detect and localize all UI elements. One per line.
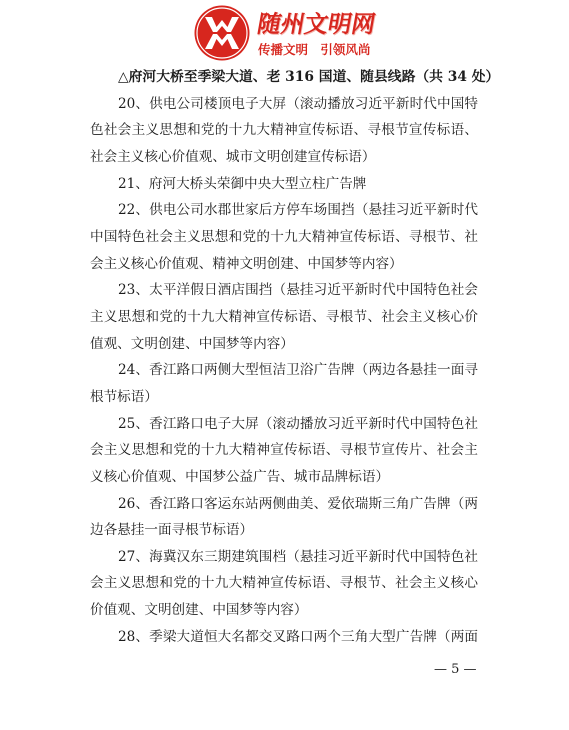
site-slogan: 传播文明 引领风尚 <box>258 42 371 57</box>
text-line: 22、供电公司水郡世家后方停车场围挡（悬挂习近平新时代 <box>118 202 478 219</box>
text-line: 会主义思想和党的十九大精神宣传标语、寻根节宣传片、社会主 <box>90 442 478 459</box>
text-line: 25、香江路口电子大屏（滚动播放习近平新时代中国特色社 <box>118 415 478 432</box>
text-line: 社会主义核心价值观、城市文明创建宣传标语） <box>90 148 376 165</box>
text-line: 21、府河大桥头荣御中央大型立柱广告牌 <box>118 175 367 192</box>
list-item-26 <box>90 491 478 544</box>
text-line: 主义思想和党的十九大精神宣传标语、寻根节、社会主义核心价 <box>90 308 478 325</box>
section-heading: △府河大桥至季梁大道、老 316 国道、随县线路（共 34 处） <box>118 69 500 85</box>
list-item-21 <box>90 171 478 198</box>
text-line: 23、太平洋假日酒店围挡（悬挂习近平新时代中国特色社会 <box>118 282 478 299</box>
text-line: 会主义核心价值观、精神文明创建、中国梦等内容） <box>90 255 403 272</box>
site-name: 随州文明网 <box>255 10 378 38</box>
text-line: 值观、文明创建、中国梦等内容） <box>90 335 294 352</box>
text-line: 边各悬挂一面寻根节标语） <box>90 522 254 539</box>
page-number: — 5 — <box>434 662 477 677</box>
text-line: 27、海冀汉东三期建筑围档（悬挂习近平新时代中国特色社 <box>118 548 478 565</box>
text-line: 20、供电公司楼顶电子大屏（滚动播放习近平新时代中国特 <box>118 95 478 112</box>
list-item-22 <box>90 197 478 277</box>
text-line: 会主义思想和党的十九大精神宣传标语、寻根节、社会主义核心 <box>90 575 478 592</box>
list-item-23 <box>90 277 478 357</box>
text-line: 价值观、文明创建、中国梦等内容） <box>90 602 308 619</box>
text-line: 中国特色社会主义思想和党的十九大精神宣传标语、寻根节、社 <box>90 228 478 245</box>
list-item-25 <box>90 411 478 491</box>
text-line: 28、季梁大道恒大名都交叉路口两个三角大型广告牌（两面 <box>118 628 478 645</box>
text-line: 26、香江路口客运东站两侧曲美、爱依瑞斯三角广告牌（两 <box>118 495 478 512</box>
text-line: 色社会主义思想和党的十九大精神宣传标语、寻根节宣传标语、 <box>90 122 478 139</box>
list-item-28 <box>90 624 478 651</box>
text-line: 24、香江路口两侧大型恒洁卫浴广告牌（两边各悬挂一面寻 <box>118 362 478 379</box>
text-line: 义核心价值观、中国梦公益广告、城市品牌标语） <box>90 468 390 485</box>
list-item-27 <box>90 544 478 624</box>
text-line: 根节标语） <box>90 388 158 405</box>
list-item-24 <box>90 357 478 410</box>
document-body <box>90 64 500 650</box>
wm-logo-icon <box>194 5 250 61</box>
list-item-20 <box>90 91 478 171</box>
